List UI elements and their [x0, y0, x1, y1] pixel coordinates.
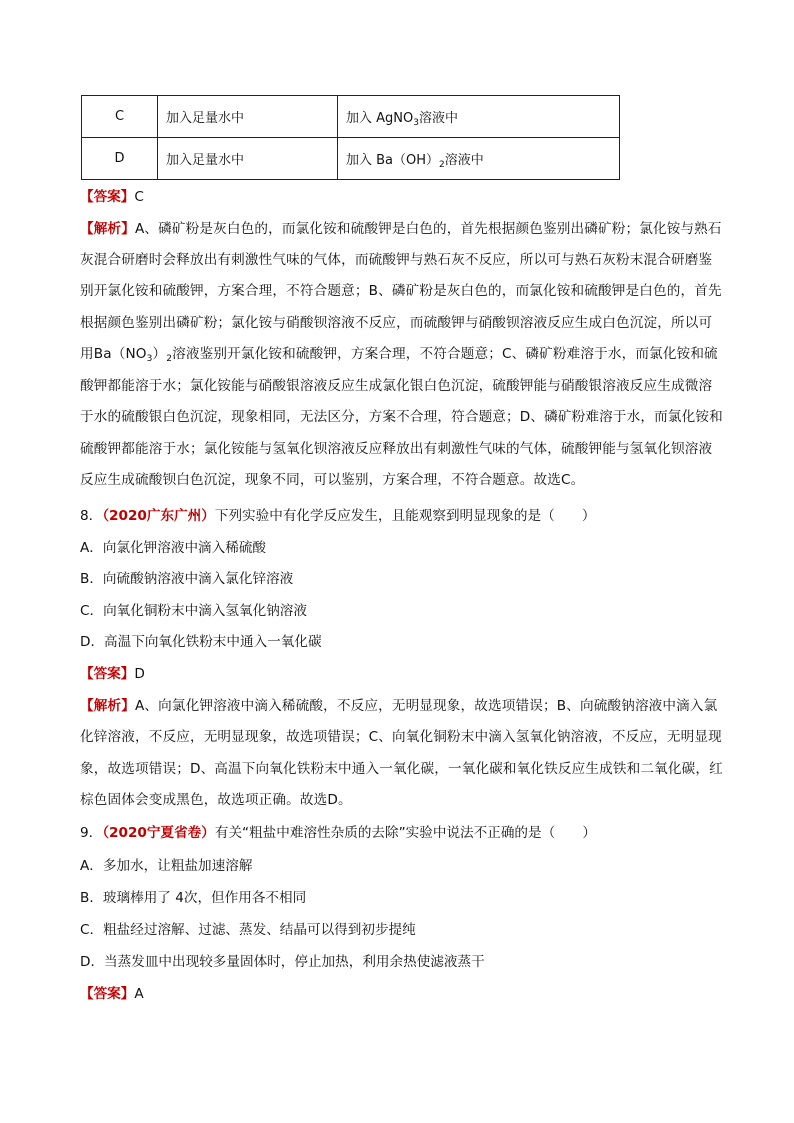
q7-analysis-line: 反应生成硫酸钡白色沉淀，现象不同，可以鉴别，方案合理，不符合题意。故选C。: [80, 472, 585, 488]
answer-tag: 【答案】: [80, 666, 135, 682]
q7-analysis-line: 别开氯化铵和硫酸钾，方案合理，不符合题意；B、磷矿粉是灰白色的，而氯化铵和硫酸钾是白色的，首先: [80, 283, 722, 299]
q8-option-b: B．向硫酸钠溶液中滴入氯化锌溶液: [80, 571, 294, 587]
answer-value: D: [134, 666, 145, 682]
table-cell-method1: 加入足量水中: [158, 138, 338, 180]
q7-analysis-line: 硫酸钾都能溶于水；氯化铵能与氢氧化钡溶液反应释放出有刺激性气味的气体，硫酸钾能与氢氧化钡溶液: [80, 441, 713, 457]
answer-tag: 【答案】: [80, 189, 135, 205]
q7-analysis-line: 于水的硫酸银白色沉淀，现象相同，无法区分，方案不合理，符合题意；D、磷矿粉难溶于水，而氯化铵和: [80, 409, 723, 425]
table-cell-label: D: [82, 138, 158, 180]
q9-option-b: B．玻璃棒用了 4次，但作用各不相同: [80, 890, 307, 906]
table-cell-method2: 加入 AgNO$_3$溶液中: [338, 96, 620, 138]
question-source: （2020宁夏省卷）: [102, 825, 215, 841]
q8-analysis-line: 象，故选项错误；D、高温下向氧化铁粉末中通入一氧化碳，一氧化碳和氧化铁反应生成铁和二氧化碳，红: [80, 761, 723, 777]
question-source: （2020广东广州）: [102, 508, 215, 524]
analysis-text: A、向氯化钾溶液中滴入稀硫酸，不反应，无明显现象，故选项错误；B、向硫酸钠溶液中滴入氯: [134, 698, 718, 714]
q9-option-a: A．多加水，让粗盐加速溶解: [80, 858, 253, 874]
q8-analysis-line: [80, 697, 717, 715]
analysis-text: A、磷矿粉是灰白色的，而氯化铵和硫酸钾是白色的，首先根据颜色鉴别出磷矿粉；氯化铵与熟石: [134, 221, 722, 237]
analysis-tag: 【解析】: [80, 698, 135, 714]
q9-answer: [80, 985, 144, 1003]
q8-option-a: A．向氯化钾溶液中滴入稀硫酸: [80, 540, 267, 556]
table-cell-method2: 加入 $Ba(OH)_2$溶液中: [338, 138, 620, 180]
q8-stem: 8．（2020广东广州）下列实验中有化学反应发生，且能观察到明显现象的是（ ）: [80, 508, 596, 524]
q9-stem: 9．（2020宁夏省卷）有关“粗盐中难溶性杂质的去除”实验中说法不正确的是（ ）: [80, 825, 596, 841]
q7-analysis-line: 灰混合研磨时会释放出有刺激性气味的气体，而硫酸钾与熟石灰不反应，所以可与熟石灰粉末混合研磨鉴: [80, 252, 713, 268]
q8-analysis-line: 化锌溶液，不反应，无明显现象，故选项错误；C、向氧化铜粉末中滴入氢氧化钠溶液，不反应，无明显现: [80, 729, 722, 745]
table-cell-label: C: [82, 96, 158, 138]
answer-value: A: [134, 986, 144, 1002]
q9-option-d: D．当蒸发皿中出现较多量固体时，停止加热，利用余热使滤液蒸干: [80, 954, 485, 970]
table-row: [82, 138, 620, 180]
options-table: [81, 95, 620, 180]
q8-option-d: D．高温下向氧化铁粉末中通入一氧化碳: [80, 634, 322, 650]
answer-tag: 【答案】: [80, 986, 135, 1002]
q7-analysis-line: [80, 220, 722, 238]
q7-answer: [80, 188, 144, 206]
q8-analysis-line: 棕色固体会变成黑色，故选项正确。故选D。: [80, 792, 352, 808]
q9-option-c: C．粗盐经过溶解、过滤、蒸发、结晶可以得到初步提纯: [80, 922, 416, 938]
table-cell-method1: 加入足量水中: [158, 96, 338, 138]
q8-answer: [80, 665, 145, 683]
analysis-tag: 【解析】: [80, 221, 135, 237]
answer-value: C: [134, 189, 144, 205]
q7-analysis-line: 根据颜色鉴别出磷矿粉；氯化铵与硝酸钡溶液不反应，而硫酸钾与硝酸钡溶液反应生成白色沉淀，所以可: [80, 315, 713, 331]
q7-analysis-line: 用$Ba(NO_3)_2$溶液鉴别开氯化铵和硫酸钾，方案合理，不符合题意；C、磷矿粉难溶于水，而氯化铵和硫: [80, 346, 718, 364]
q8-option-c: C．向氧化铜粉末中滴入氢氧化钠溶液: [80, 603, 307, 619]
q7-analysis-line: 酸钾都能溶于水；氯化铵能与硝酸银溶液反应生成氯化银白色沉淀，硫酸钾能与硝酸银溶液反应生成微溶: [80, 378, 713, 394]
table-row: [82, 96, 620, 138]
